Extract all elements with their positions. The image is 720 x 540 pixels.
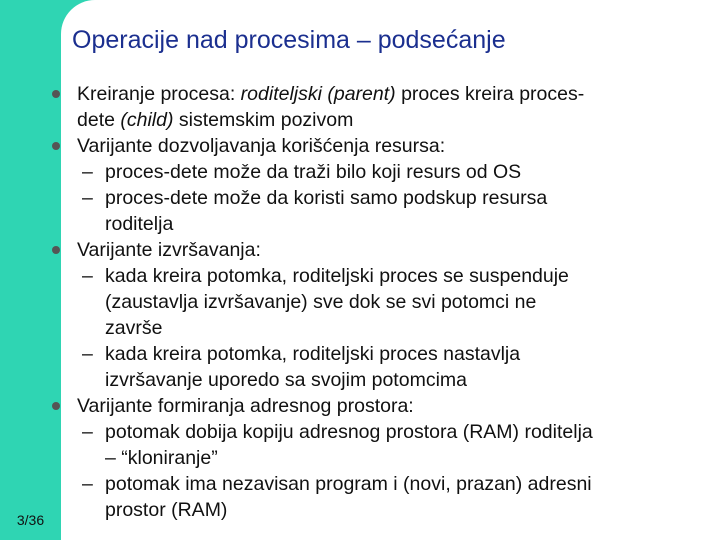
dash-icon: – [82, 187, 93, 209]
bullet-4-sub-1-line-1: – potomak dobija kopiju adresnog prostora (RAM) roditelja [82, 421, 593, 443]
slide-content [0, 81, 720, 523]
slide-number: 3/36 [16, 512, 45, 528]
bullet-3-line: Varijante izvršavanja: [0, 237, 720, 263]
bullet-4-sub-2-line-1: – potomak ima nezavisan program i (novi, prazan) adresni [82, 473, 592, 495]
bullet-2-line: Varijante dozvoljavanja korišćenja resursa: [0, 133, 720, 159]
bullet-dot-icon [52, 142, 60, 150]
bullet-3-sub-1-line-1: – kada kreira potomka, roditeljski proces se suspenduje [82, 265, 569, 287]
slide-title: Operacije nad procesima – podsećanje [72, 26, 506, 54]
bullet-4-sub-1-line-2: – “kloniranje” [105, 447, 218, 469]
bullet-3-sub-2-line-2: izvršavanje uporedo sa svojim potomcima [105, 369, 467, 391]
bullet-2-sub-2-line-2: roditelja [105, 213, 174, 235]
bullet-2-sub-1: – proces-dete može da traži bilo koji resurs od OS [82, 161, 522, 183]
dash-icon: – [82, 473, 93, 495]
dash-icon: – [82, 265, 93, 287]
bullet-dot-icon [52, 90, 60, 98]
bullet-4-sub-2-line-2: prostor (RAM) [105, 499, 228, 521]
dash-icon: – [82, 343, 93, 365]
bullet-2-sub-2-line-1: – proces-dete može da koristi samo podskup resursa [82, 187, 548, 209]
bullet-1-line-1: Kreiranje procesa: roditeljski (parent) proces kreira proces- [0, 81, 720, 107]
bullet-3-sub-2-line-1: – kada kreira potomka, roditeljski proces nastavlja [82, 343, 521, 365]
bullet-3-sub-1-line-3: završe [105, 317, 163, 339]
bullet-1-line-2: dete (child) sistemskim pozivom [77, 109, 354, 131]
bullet-3-sub-1-line-2: (zaustavlja izvršavanje) sve dok se svi potomci ne [105, 291, 537, 313]
bullet-dot-icon [52, 246, 60, 254]
bullet-dot-icon [52, 402, 60, 410]
dash-icon: – [82, 421, 93, 443]
dash-icon: – [82, 161, 93, 183]
bullet-4-line: Varijante formiranja adresnog prostora: [0, 393, 720, 419]
